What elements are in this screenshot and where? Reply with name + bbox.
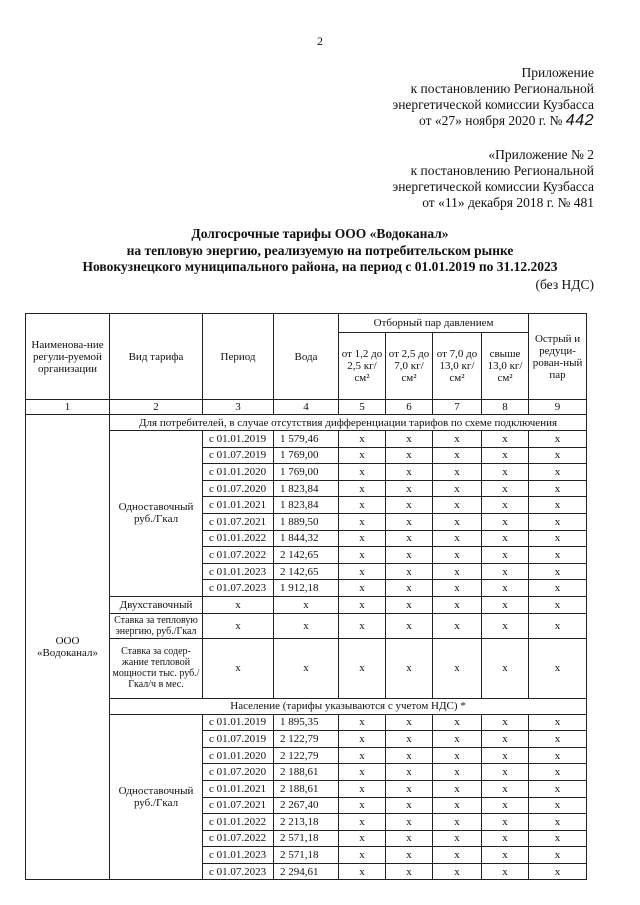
appendix2-header bbox=[392, 147, 594, 211]
tariff-value: х bbox=[529, 464, 587, 481]
tariff-value: х bbox=[482, 638, 529, 698]
tariff-value: х bbox=[433, 530, 482, 547]
water-value: 2 142,65 bbox=[274, 547, 339, 564]
period-cell: с 01.01.2021 bbox=[203, 497, 274, 514]
tariff-value: х bbox=[529, 513, 587, 530]
tariff-value: х bbox=[386, 547, 433, 564]
tariff-value: х bbox=[274, 596, 339, 613]
tariff-table bbox=[25, 313, 587, 880]
tariff-value: х bbox=[386, 714, 433, 731]
water-value: 1 769,00 bbox=[274, 447, 339, 464]
tariff-value: х bbox=[482, 464, 529, 481]
tariff-value: х bbox=[339, 830, 386, 847]
period-cell: с 01.07.2023 bbox=[203, 580, 274, 597]
tariff-value: х bbox=[529, 764, 587, 781]
period-cell: с 01.07.2021 bbox=[203, 797, 274, 814]
period-cell: с 01.01.2020 bbox=[203, 464, 274, 481]
header-pressure-1: от 1,2 до 2,5 кг/см² bbox=[339, 333, 386, 400]
tariff-value: х bbox=[339, 847, 386, 864]
tariff-value: х bbox=[339, 431, 386, 448]
tariff-value: х bbox=[339, 530, 386, 547]
header-pressure-3: от 7,0 до 13,0 кг/см² bbox=[433, 333, 482, 400]
tariff-value: х bbox=[203, 596, 274, 613]
tariff-value: х bbox=[433, 780, 482, 797]
tariff-value: х bbox=[433, 464, 482, 481]
water-value: 1 912,18 bbox=[274, 580, 339, 597]
tariff-value: х bbox=[339, 863, 386, 880]
tariff-value: х bbox=[482, 580, 529, 597]
title-line: Новокузнецкого муниципального района, на период с 01.01.2019 по 31.12.2023 bbox=[82, 259, 558, 274]
tariff-value: х bbox=[529, 714, 587, 731]
tariff-value: х bbox=[433, 747, 482, 764]
tariff-value: х bbox=[339, 814, 386, 831]
tariff-value: х bbox=[386, 780, 433, 797]
tariff-value: х bbox=[529, 563, 587, 580]
tariff-value: х bbox=[274, 638, 339, 698]
column-number: 8 bbox=[482, 400, 529, 415]
tariff-value: х bbox=[339, 764, 386, 781]
tariff-value: х bbox=[433, 731, 482, 748]
tariff-value: х bbox=[482, 714, 529, 731]
appendix2-line: от «11» декабря 2018 г. № 481 bbox=[422, 195, 594, 210]
table-row bbox=[26, 638, 587, 698]
tariff-type-cell: Ставка за тепловую энергию, руб./Гкал bbox=[110, 613, 203, 638]
tariff-value: х bbox=[529, 596, 587, 613]
tariff-value: х bbox=[339, 731, 386, 748]
water-value: 2 267,40 bbox=[274, 797, 339, 814]
tariff-value: х bbox=[433, 580, 482, 597]
water-value: 2 571,18 bbox=[274, 847, 339, 864]
period-cell: с 01.07.2019 bbox=[203, 447, 274, 464]
tariff-type-cell: Ставка за содер-жание тепловой мощности тыс. руб./Гкал/ч в мес. bbox=[110, 638, 203, 698]
tariff-value: х bbox=[386, 747, 433, 764]
tariff-value: х bbox=[339, 596, 386, 613]
tariff-value: х bbox=[203, 638, 274, 698]
water-value: 2 188,61 bbox=[274, 780, 339, 797]
header-water: Вода bbox=[274, 314, 339, 400]
tariff-value: х bbox=[529, 447, 587, 464]
tariff-value: х bbox=[386, 764, 433, 781]
tariff-value: х bbox=[386, 480, 433, 497]
tariff-value: х bbox=[482, 764, 529, 781]
tariff-value: х bbox=[433, 480, 482, 497]
header-steam-group: Отборный пар давлением bbox=[339, 314, 529, 333]
tariff-value: х bbox=[386, 638, 433, 698]
tariff-value: х bbox=[339, 497, 386, 514]
tariff-value: х bbox=[482, 797, 529, 814]
water-value: 1 895,35 bbox=[274, 714, 339, 731]
period-cell: с 01.07.2023 bbox=[203, 863, 274, 880]
tariff-value: х bbox=[529, 731, 587, 748]
tariff-value: х bbox=[433, 764, 482, 781]
tariff-value: х bbox=[339, 513, 386, 530]
tariff-value: х bbox=[339, 547, 386, 564]
column-number: 6 bbox=[386, 400, 433, 415]
water-value: 2 294,61 bbox=[274, 863, 339, 880]
tariff-value: х bbox=[386, 530, 433, 547]
tariff-value: х bbox=[386, 814, 433, 831]
tariff-value: х bbox=[386, 863, 433, 880]
tariff-value: х bbox=[433, 497, 482, 514]
water-value: 1 769,00 bbox=[274, 464, 339, 481]
tariff-value: х bbox=[482, 613, 529, 638]
tariff-value: х bbox=[433, 431, 482, 448]
tariff-value: х bbox=[433, 863, 482, 880]
column-number: 4 bbox=[274, 400, 339, 415]
tariff-value: х bbox=[482, 830, 529, 847]
column-number: 5 bbox=[339, 400, 386, 415]
tariff-value: х bbox=[482, 814, 529, 831]
tariff-value: х bbox=[529, 814, 587, 831]
tariff-value: х bbox=[386, 613, 433, 638]
title-line: на тепловую энергию, реализуемую на потребительском рынке bbox=[126, 242, 514, 258]
tariff-value: х bbox=[433, 847, 482, 864]
tariff-value: х bbox=[386, 797, 433, 814]
tariff-value: х bbox=[529, 797, 587, 814]
tariff-value: х bbox=[529, 613, 587, 638]
period-cell: с 01.01.2021 bbox=[203, 780, 274, 797]
tariff-value: х bbox=[433, 563, 482, 580]
period-cell: с 01.07.2019 bbox=[203, 731, 274, 748]
tariff-value: х bbox=[339, 747, 386, 764]
document-title bbox=[0, 226, 640, 276]
tariff-value: х bbox=[386, 596, 433, 613]
tariff-value: х bbox=[339, 780, 386, 797]
period-cell: с 01.07.2020 bbox=[203, 764, 274, 781]
tariff-value: х bbox=[482, 480, 529, 497]
tariff-value: х bbox=[482, 530, 529, 547]
tariff-value: х bbox=[482, 497, 529, 514]
header-pressure-4: свыше 13,0 кг/см² bbox=[482, 333, 529, 400]
tariff-type-cell: Одноставочный руб./Гкал bbox=[110, 714, 203, 880]
section2-title: Население (тарифы указываются с учетом НДС) * bbox=[110, 698, 587, 714]
column-number: 2 bbox=[110, 400, 203, 415]
tariff-value: х bbox=[433, 547, 482, 564]
tariff-value: х bbox=[529, 431, 587, 448]
column-number-row bbox=[26, 400, 587, 415]
tariff-value: х bbox=[529, 547, 587, 564]
water-value: 2 122,79 bbox=[274, 731, 339, 748]
tariff-value: х bbox=[339, 464, 386, 481]
tariff-value: х bbox=[482, 780, 529, 797]
tariff-value: х bbox=[482, 447, 529, 464]
tariff-value: х bbox=[433, 797, 482, 814]
water-value: 1 823,84 bbox=[274, 497, 339, 514]
tariff-value: х bbox=[339, 480, 386, 497]
tariff-value: х bbox=[482, 563, 529, 580]
header-period: Период bbox=[203, 314, 274, 400]
tariff-value: х bbox=[339, 797, 386, 814]
tariff-value: х bbox=[482, 747, 529, 764]
organization-cell: ООО «Водоканал» bbox=[26, 415, 110, 880]
tariff-value: х bbox=[433, 830, 482, 847]
tariff-value: х bbox=[386, 447, 433, 464]
appendix2-line: к постановлению Региональной bbox=[410, 163, 594, 178]
period-cell: с 01.07.2022 bbox=[203, 547, 274, 564]
column-number: 3 bbox=[203, 400, 274, 415]
tariff-value: х bbox=[339, 638, 386, 698]
tariff-value: х bbox=[433, 714, 482, 731]
appendix-line: Приложение bbox=[521, 65, 594, 80]
tariff-value: х bbox=[482, 431, 529, 448]
appendix2-line: «Приложение № 2 bbox=[488, 147, 594, 162]
tariff-value: х bbox=[386, 513, 433, 530]
tariff-value: х bbox=[529, 638, 587, 698]
water-value: 1 889,50 bbox=[274, 513, 339, 530]
handwritten-number: 442 bbox=[565, 112, 594, 129]
tariff-value: х bbox=[433, 596, 482, 613]
tariff-value: х bbox=[339, 613, 386, 638]
table-row bbox=[26, 714, 587, 731]
tariff-value: х bbox=[529, 830, 587, 847]
tariff-value: х bbox=[203, 613, 274, 638]
tariff-value: х bbox=[386, 580, 433, 597]
page-number: 2 bbox=[317, 34, 323, 48]
header-tariff-type: Вид тарифа bbox=[110, 314, 203, 400]
tariff-value: х bbox=[339, 447, 386, 464]
title-line: Долгосрочные тарифы ООО «Водоканал» bbox=[191, 226, 449, 241]
tariff-value: х bbox=[386, 731, 433, 748]
tariff-value: х bbox=[433, 447, 482, 464]
header-org: Наименова-ние регули-руемой организации bbox=[26, 314, 110, 400]
period-cell: с 01.01.2022 bbox=[203, 814, 274, 831]
header-pressure-2: от 2,5 до 7,0 кг/см² bbox=[386, 333, 433, 400]
period-cell: с 01.07.2021 bbox=[203, 513, 274, 530]
water-value: 2 122,79 bbox=[274, 747, 339, 764]
appendix-date: от «27» ноября 2020 г. № bbox=[419, 113, 563, 128]
period-cell: с 01.01.2019 bbox=[203, 714, 274, 731]
tariff-value: х bbox=[529, 580, 587, 597]
period-cell: с 01.01.2023 bbox=[203, 847, 274, 864]
tariff-value: х bbox=[339, 580, 386, 597]
table-row bbox=[26, 596, 587, 613]
tariff-value: х bbox=[433, 513, 482, 530]
period-cell: с 01.07.2020 bbox=[203, 480, 274, 497]
tariff-value: х bbox=[529, 847, 587, 864]
tariff-value: х bbox=[482, 596, 529, 613]
period-cell: с 01.01.2022 bbox=[203, 530, 274, 547]
appendix-line: энергетической комиссии Кузбасса bbox=[392, 97, 594, 112]
tariff-value: х bbox=[386, 497, 433, 514]
period-cell: с 01.01.2020 bbox=[203, 747, 274, 764]
table-row bbox=[26, 613, 587, 638]
tariff-value: х bbox=[339, 714, 386, 731]
tariff-value: х bbox=[339, 563, 386, 580]
section-row bbox=[26, 698, 587, 714]
tariff-value: х bbox=[482, 731, 529, 748]
tariff-value: х bbox=[433, 638, 482, 698]
period-cell: с 01.07.2022 bbox=[203, 830, 274, 847]
vat-note: (без НДС) bbox=[535, 277, 594, 292]
section1-title: Для потребителей, в случае отсутствия дифференциации тарифов по схеме подключения bbox=[110, 415, 587, 431]
tariff-value: х bbox=[274, 613, 339, 638]
water-value: 1 579,46 bbox=[274, 431, 339, 448]
water-value: 2 188,61 bbox=[274, 764, 339, 781]
water-value: 2 571,18 bbox=[274, 830, 339, 847]
appendix-header bbox=[392, 65, 594, 129]
tariff-value: х bbox=[529, 780, 587, 797]
water-value: 2 142,65 bbox=[274, 563, 339, 580]
period-cell: с 01.01.2023 bbox=[203, 563, 274, 580]
period-cell: с 01.01.2019 bbox=[203, 431, 274, 448]
appendix-date-line bbox=[392, 113, 594, 129]
appendix2-line: энергетической комиссии Кузбасса bbox=[392, 179, 594, 194]
tariff-value: х bbox=[529, 530, 587, 547]
water-value: 1 823,84 bbox=[274, 480, 339, 497]
tariff-value: х bbox=[433, 613, 482, 638]
tariff-value: х bbox=[482, 863, 529, 880]
tariff-value: х bbox=[482, 847, 529, 864]
tariff-value: х bbox=[529, 747, 587, 764]
tariff-value: х bbox=[529, 480, 587, 497]
tariff-type-cell: Двухставочный bbox=[110, 596, 203, 613]
tariff-value: х bbox=[386, 847, 433, 864]
tariff-type-cell: Одноставочный руб./Гкал bbox=[110, 431, 203, 597]
tariff-value: х bbox=[529, 863, 587, 880]
appendix-line: к постановлению Региональной bbox=[410, 81, 594, 96]
water-value: 1 844,32 bbox=[274, 530, 339, 547]
tariff-value: х bbox=[433, 814, 482, 831]
table-row bbox=[26, 431, 587, 448]
header-sharp-steam: Острый и редуци-рован-ный пар bbox=[529, 314, 587, 400]
tariff-value: х bbox=[482, 513, 529, 530]
column-number: 7 bbox=[433, 400, 482, 415]
water-value: 2 213,18 bbox=[274, 814, 339, 831]
tariff-value: х bbox=[386, 431, 433, 448]
column-number: 1 bbox=[26, 400, 110, 415]
tariff-value: х bbox=[386, 830, 433, 847]
tariff-value: х bbox=[386, 563, 433, 580]
tariff-value: х bbox=[386, 464, 433, 481]
tariff-value: х bbox=[482, 547, 529, 564]
column-number: 9 bbox=[529, 400, 587, 415]
tariff-value: х bbox=[529, 497, 587, 514]
